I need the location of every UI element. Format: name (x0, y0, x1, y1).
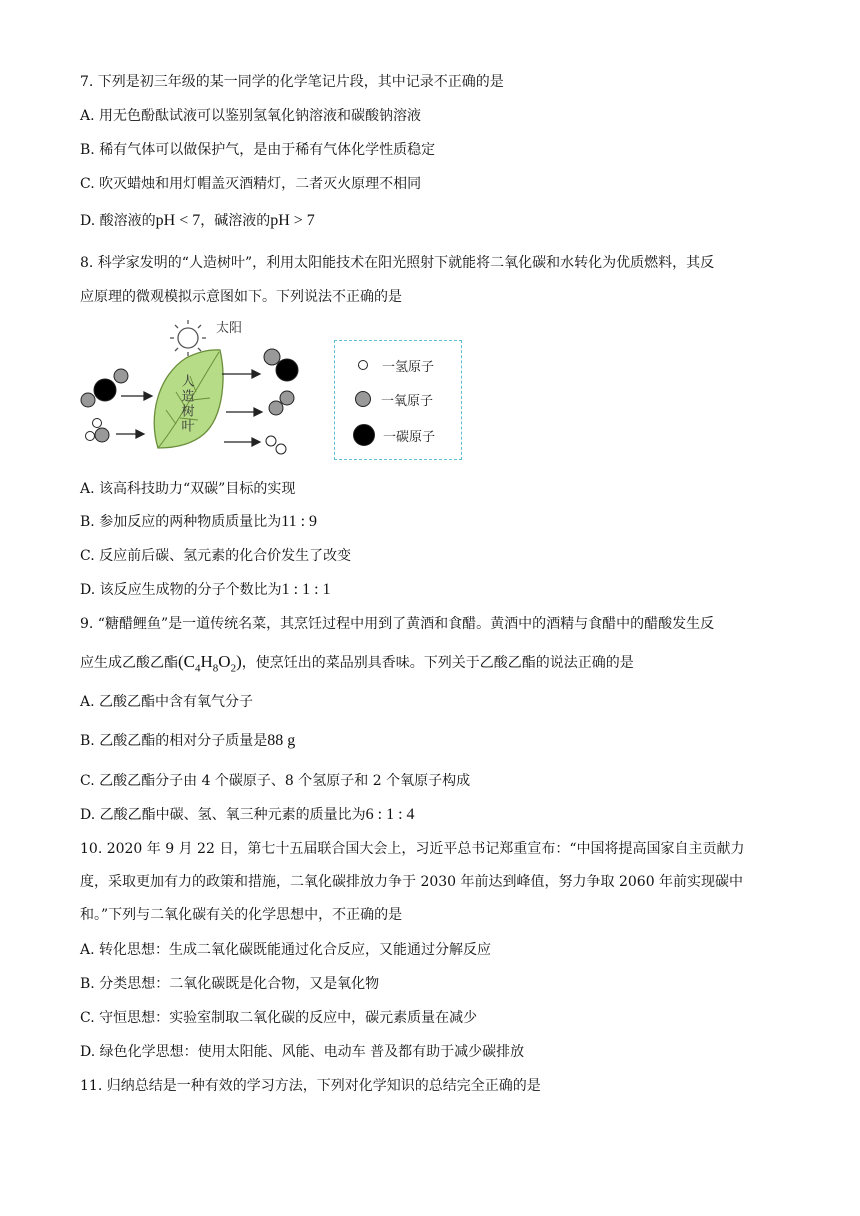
legend-row-oxygen (353, 387, 433, 411)
oxygen-atom-icon (355, 391, 371, 407)
q9-b-prefix: B. 乙酸乙酯的相对分子质量是 (80, 733, 268, 749)
q9-option-c: C. 乙酸乙酯分子由 4 个碳原子、8 个氢原子和 2 个氧原子构成 (80, 773, 471, 789)
sun-label: 太阳 (216, 321, 243, 336)
q9-d-prefix: D. 乙酸乙酯中碳、氢、氧三种元素的质量比为 (80, 807, 366, 823)
sun-icon (170, 320, 206, 356)
q9-stem-suffix: ，使烹饪出的菜品别具香味。下列关于乙酸乙酯的说法正确的是 (241, 655, 634, 671)
o2-molecule-right (269, 391, 294, 415)
q7-d-prefix: D. 酸溶液的 (80, 213, 156, 229)
q9-option-a: A. 乙酸乙酯中含有氧气分子 (80, 694, 254, 710)
legend-row-carbon (353, 423, 435, 447)
q7-option-d (80, 211, 315, 231)
q7-option-c: C. 吹灭蜡烛和用灯帽盖灭酒精灯，二者灭火原理不相同 (80, 176, 422, 192)
q7-stem: 7. 下列是初三年级的某一同学的化学笔记片段，其中记录不正确的是 (80, 74, 504, 90)
q9-d-ratio: 6 : 1 : 4 (365, 806, 415, 823)
q11-stem: 11. 归纳总结是一种有效的学习方法，下列对化学知识的总结完全正确的是 (80, 1078, 541, 1094)
q8-option-a: A. 该高科技助力“双碳”目标的实现 (80, 481, 296, 497)
q10-option-b: B. 分类思想：二氧化碳既是化合物，又是氧化物 (80, 976, 380, 992)
q10-stem-line3: 和。”下列与二氧化碳有关的化学思想中，不正确的是 (80, 907, 403, 923)
q10-option-d: D. 绿色化学思想：使用太阳能、风能、电动车 普及都有助于减少碳排放 (80, 1044, 525, 1060)
legend-row-hydrogen (353, 353, 434, 377)
q8-stem-line2: 应原理的微观模拟示意图如下。下列说法不正确的是 (80, 289, 402, 305)
q10-stem-line1: 10. 2020 年 9 月 22 日，第七十五届联合国大会上，习近平总书记郑重宣布：“中国将提高国家自主贡献力 (80, 841, 745, 857)
carbon-atom-icon (353, 424, 375, 446)
q7-d-math-base: pH > 7 (270, 212, 315, 229)
q7-option-b: B. 稀有气体可以做保护气，是由于稀有气体化学性质稳定 (80, 142, 436, 158)
q7-d-math-acid: pH < 7 (155, 212, 201, 229)
q8-b-ratio: 11 : 9 (281, 513, 318, 530)
atom-legend (334, 340, 462, 460)
co-molecule-right (264, 349, 298, 381)
h2o-molecule-left (86, 419, 110, 443)
q10-stem-line2: 度，采取更加有力的政策和措施，二氧化碳排放力争于 2030 年前达到峰值，努力争取 2060 年前实现碳中 (80, 874, 744, 890)
q8-d-prefix: D. 该反应生成物的分子个数比为 (80, 582, 282, 598)
legend-label-carbon: 一碳原子 (383, 429, 436, 445)
legend-label-hydrogen: 一氢原子 (382, 359, 435, 375)
hydrogen-atom-icon (358, 360, 368, 370)
co2-molecule-left (81, 369, 128, 407)
q9-stem-line2 (80, 652, 634, 678)
q10-option-c: C. 守恒思想：实验室制取二氧化碳的反应中，碳元素质量在减少 (80, 1010, 478, 1026)
output-arrows (222, 370, 262, 446)
q9-option-d (80, 805, 415, 825)
q8-option-c: C. 反应前后碳、氢元素的化合价发生了改变 (80, 548, 352, 564)
q7-option-a: A. 用无色酚酞试液可以鉴别氢氧化钠溶液和碳酸钠溶液 (80, 108, 422, 124)
q7-d-mid: ，碱溶液的 (200, 213, 271, 229)
q9-b-mass: 88 g (267, 732, 296, 749)
q9-formula: $(C_4H_8O_2)$ (178, 652, 242, 675)
q9-option-b (80, 731, 295, 751)
q9-stem-prefix: 应生成乙酸乙酯 (80, 655, 178, 671)
leaf-label: 人造树叶 (178, 374, 194, 434)
input-arrows (116, 392, 152, 438)
q8-b-prefix: B. 参加反应的两种物质质量比为 (80, 514, 282, 530)
q10-option-a: A. 转化思想：生成二氧化碳既能通过化合反应，又能通过分解反应 (80, 942, 492, 958)
legend-label-oxygen: 一氧原子 (381, 393, 434, 409)
q8-option-d (80, 580, 331, 600)
q9-stem-line1: 9. “糖醋鲤鱼”是一道传统名菜，其烹饪过程中用到了黄酒和食醋。黄酒中的酒精与食醋中的醋酸发生反 (80, 616, 715, 632)
q8-option-b (80, 512, 317, 532)
h2-molecule-right (266, 436, 286, 454)
q8-stem-line1: 8. 科学家发明的“人造树叶”，利用太阳能技术在阳光照射下就能将二氧化碳和水转化为优质燃料，其反 (80, 255, 715, 271)
q8-d-ratio: 1 : 1 : 1 (281, 581, 331, 598)
